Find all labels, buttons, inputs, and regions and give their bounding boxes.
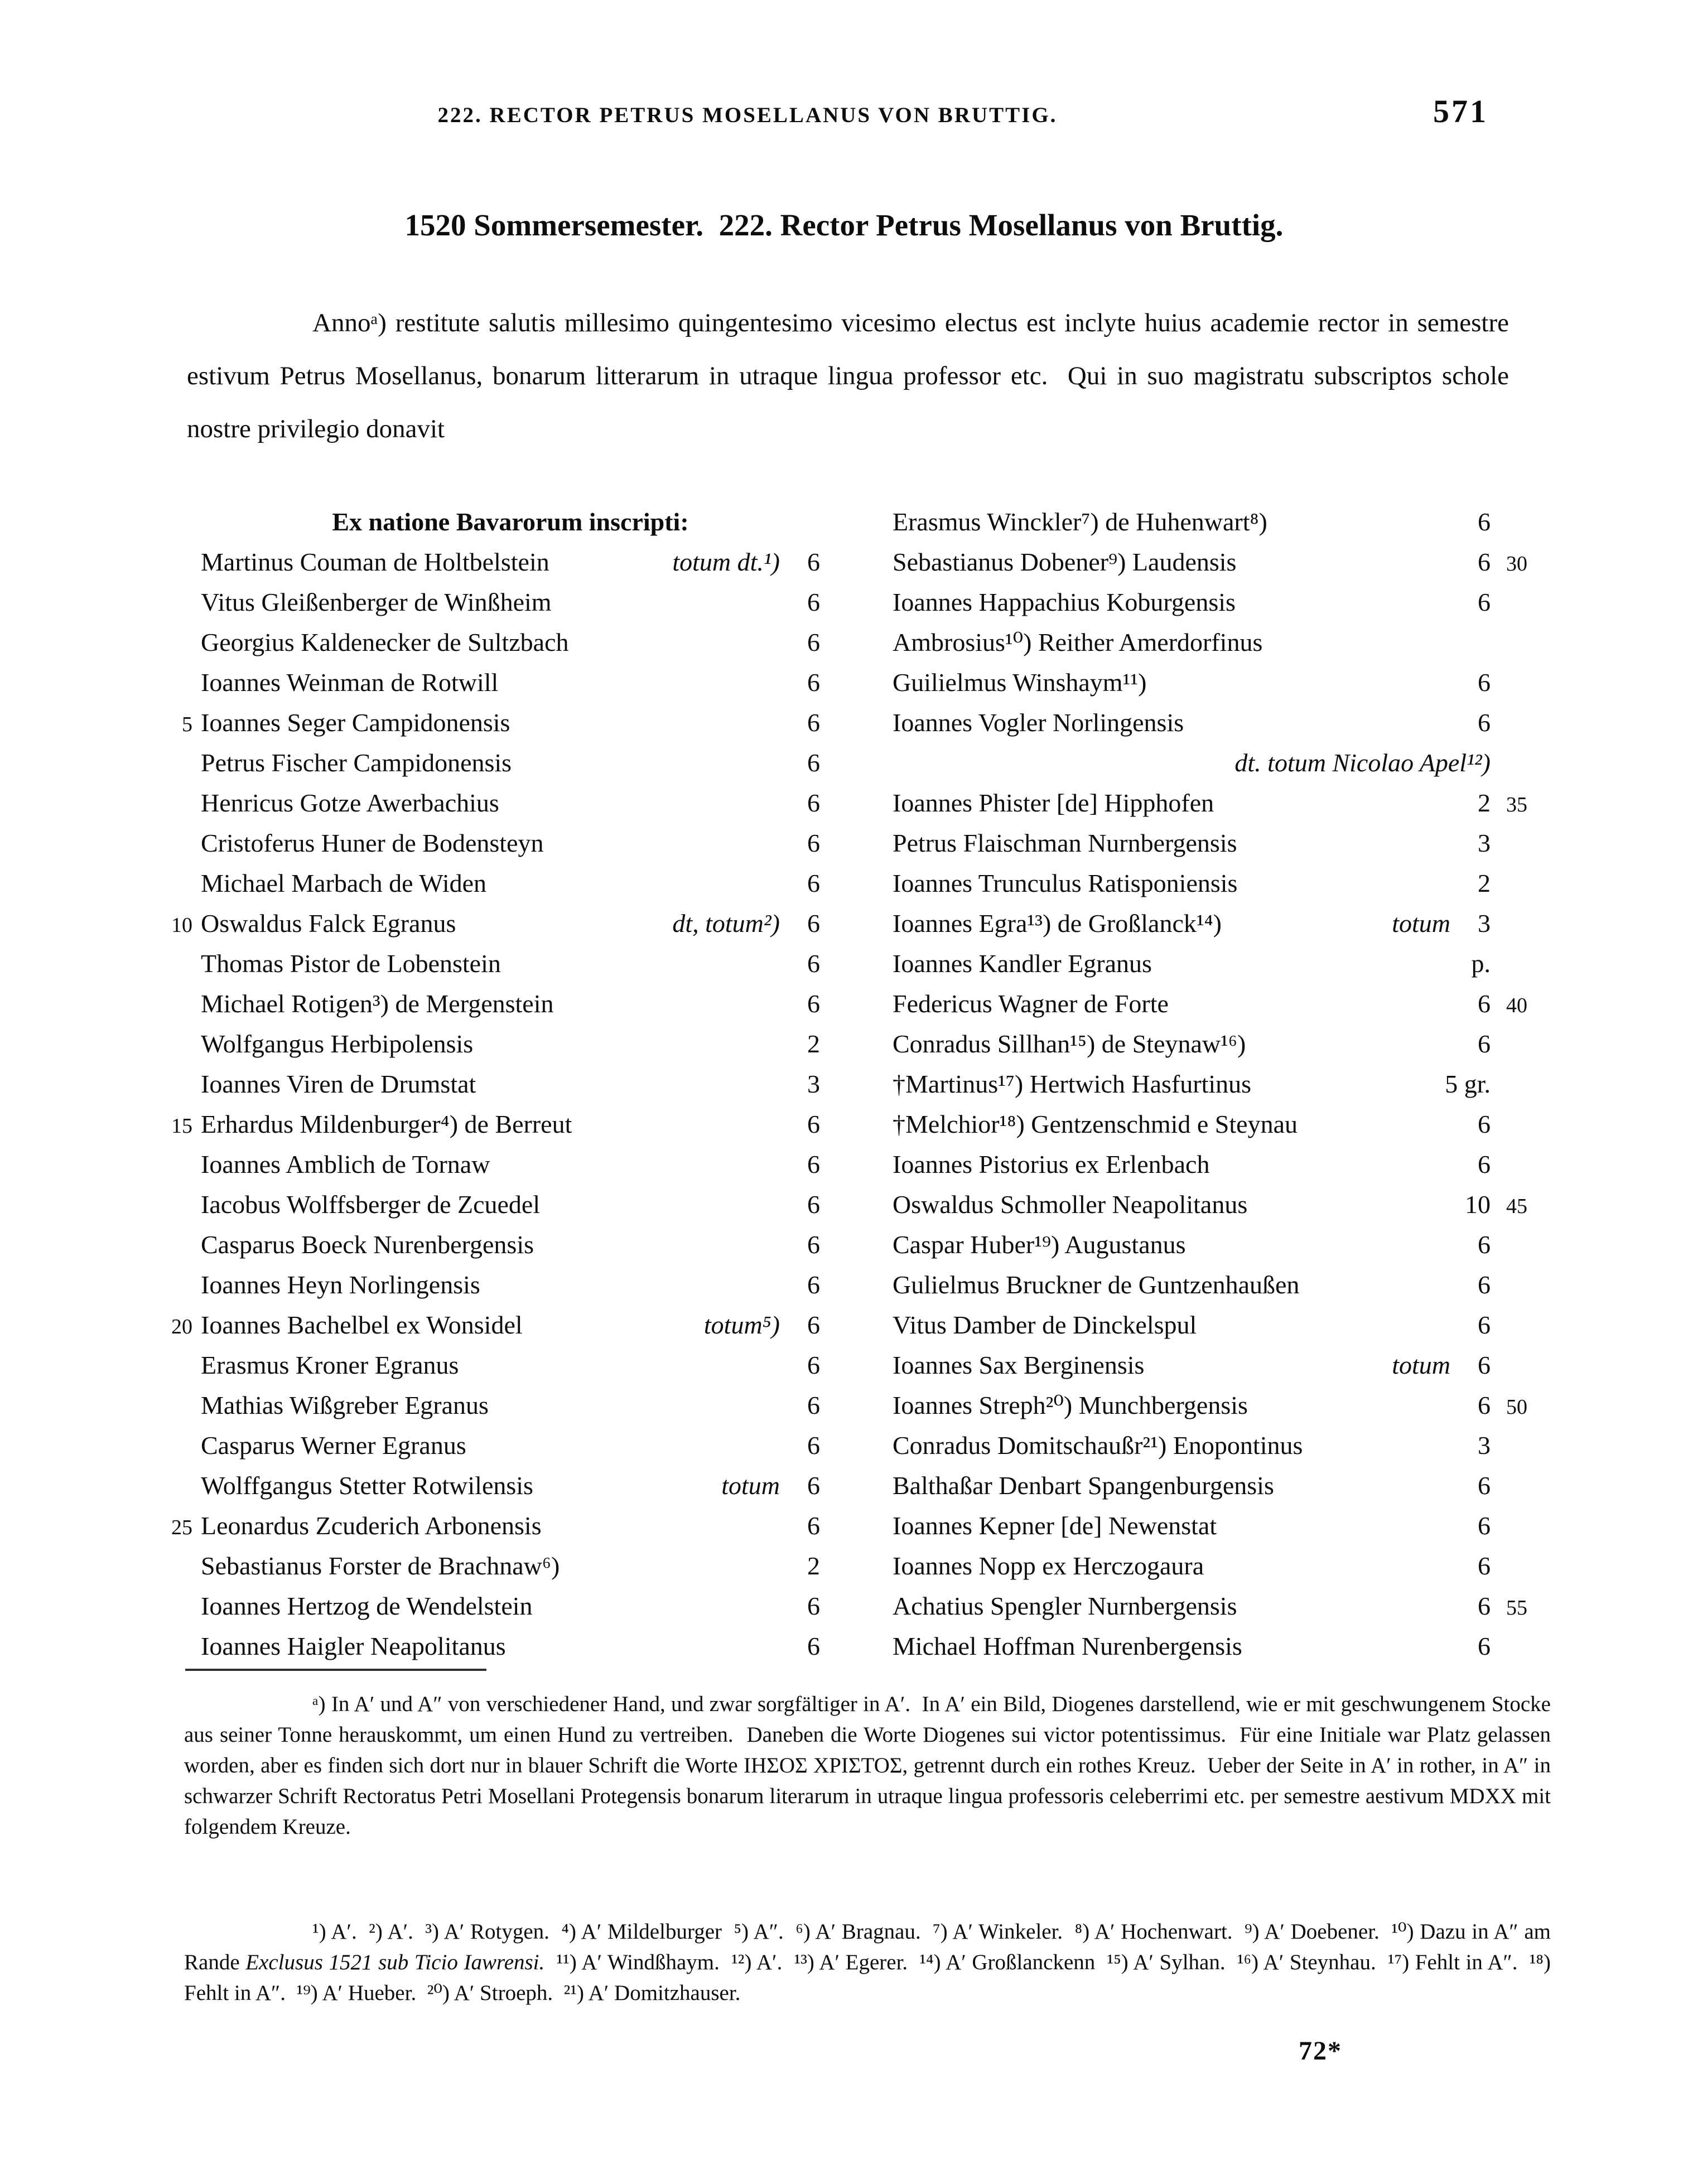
entry-name: Erhardus Mildenburger⁴) de Berreut	[201, 1110, 572, 1138]
entry-amount: 6	[807, 1391, 820, 1419]
entry-name: Henricus Gotze Awerbachius	[201, 789, 499, 817]
entry-name: Sebastianus Forster de Brachnaw⁶)	[201, 1552, 560, 1580]
list-entry-left	[159, 863, 820, 903]
list-entry-right	[893, 823, 1562, 863]
list-row	[0, 863, 1688, 903]
list-row	[0, 1546, 1688, 1586]
list-row	[0, 1104, 1688, 1144]
margin-line-number: 55	[1506, 1596, 1527, 1620]
intro-paragraph: Annoᵃ) restitute salutis millesimo quingentesimo vicesimo electus est inclyte huius academie rector in semestre estivum Petrus Mosellanus, bonarum litterarum in utraque lingua professor etc. Qui in suo magistratu subscriptos schole nostre privilegio donavit	[187, 308, 1516, 443]
list-entry-left	[159, 542, 820, 582]
entry-amount: 6	[1478, 1150, 1491, 1178]
entry-name: Leonardus Zcuderich Arbonensis	[201, 1511, 542, 1540]
list-entry-right	[893, 1345, 1562, 1385]
list-entry-right	[893, 1305, 1562, 1345]
entry-name: Ioannes Egra¹³) de Großlanck¹⁴)	[893, 909, 1222, 938]
list-row	[0, 1466, 1688, 1506]
entry-name: Balthaßar Denbart Spangenburgensis	[893, 1471, 1274, 1500]
entry-name: Erasmus Kroner Egranus	[201, 1351, 459, 1379]
entry-amount: 6	[807, 909, 820, 938]
list-entry-right	[893, 783, 1562, 823]
list-entry-right	[893, 984, 1562, 1024]
entry-name: Ioannes Hertzog de Wendelstein	[201, 1592, 533, 1620]
entry-name: Wolffgangus Stetter Rotwilensis	[201, 1471, 533, 1500]
entry-line-number: 10	[171, 914, 192, 937]
entry-amount: 6	[807, 588, 820, 616]
entry-line-number: 15	[171, 1114, 192, 1138]
list-entry-left	[159, 1426, 820, 1466]
entry-amount: p.	[1471, 949, 1491, 978]
list-entry-left	[159, 582, 820, 622]
list-entry-right	[893, 1064, 1562, 1104]
list-entry-right	[893, 1426, 1562, 1466]
list-entry-left	[159, 1385, 820, 1426]
list-entry-right	[893, 1024, 1562, 1064]
list-row	[0, 542, 1688, 582]
entry-amount: 6	[1478, 1351, 1491, 1379]
entry-amount: 6	[807, 1351, 820, 1379]
list-entry-right	[893, 1506, 1562, 1546]
list-entry-right	[893, 1265, 1562, 1305]
entry-amount: 6	[807, 1311, 820, 1339]
entry-amount: 3	[1478, 829, 1491, 857]
entry-amount: 3	[1478, 909, 1491, 938]
entry-payment-note: dt, totum²)	[672, 909, 780, 938]
list-row	[0, 1024, 1688, 1064]
list-entry-left	[159, 823, 820, 863]
bavarian-nation-heading: Ex natione Bavarorum inscripti:	[332, 508, 689, 536]
list-entry-left	[159, 944, 820, 984]
footnote-separator	[185, 1669, 486, 1671]
entry-name: Erasmus Winckler⁷) de Huhenwart⁸)	[893, 508, 1267, 536]
entry-name: Conradus Domitschaußr²¹) Enopontinus	[893, 1431, 1303, 1460]
entry-payment-note: totum	[1392, 909, 1450, 938]
entry-name: Thomas Pistor de Lobenstein	[201, 949, 501, 978]
entry-name: Ioannes Vogler Norlingensis	[893, 708, 1184, 737]
list-entry-left	[159, 903, 820, 944]
entry-amount: 6	[807, 989, 820, 1018]
entry-name: Achatius Spengler Nurnbergensis	[893, 1592, 1237, 1620]
entry-payment-note: totum	[721, 1471, 780, 1500]
entry-amount: 3	[1478, 1431, 1491, 1460]
entry-name: Ioannes Happachius Koburgensis	[893, 588, 1236, 616]
list-row	[0, 1144, 1688, 1185]
list-entry-left	[159, 984, 820, 1024]
entry-amount: 6	[807, 1632, 820, 1660]
entry-amount: 3	[807, 1070, 820, 1098]
entry-name: Ioannes Kepner [de] Newenstat	[893, 1511, 1217, 1540]
margin-line-number: 45	[1506, 1195, 1527, 1218]
entry-name: Federicus Wagner de Forte	[893, 989, 1169, 1018]
entry-name: Petrus Flaischman Nurnbergensis	[893, 829, 1237, 857]
entry-name: Georgius Kaldenecker de Sultzbach	[201, 628, 569, 656]
entry-amount: 6	[807, 1431, 820, 1460]
entry-amount: 6	[1478, 548, 1491, 576]
list-entry-left	[159, 1104, 820, 1144]
entry-amount: 6	[1478, 1632, 1491, 1660]
entry-name: †Martinus¹⁷) Hertwich Hasfurtinus	[893, 1070, 1252, 1098]
entry-name: Conradus Sillhan¹⁵) de Steynaw¹⁶)	[893, 1030, 1246, 1058]
entry-name: Ioannes Trunculus Ratisponiensis	[893, 869, 1238, 897]
list-entry-left	[159, 1345, 820, 1385]
list-entry-right	[893, 1546, 1562, 1586]
entry-payment-note: totum	[1392, 1351, 1450, 1379]
entry-name: Petrus Fischer Campidonensis	[201, 748, 512, 777]
page-number: 571	[1433, 93, 1488, 129]
list-row	[0, 1385, 1688, 1426]
entry-name: Gulielmus Bruckner de Guntzenhaußen	[893, 1270, 1300, 1299]
list-row	[0, 1426, 1688, 1466]
entry-line-number: 5	[182, 713, 192, 736]
entry-line-number: 20	[171, 1315, 192, 1339]
list-entry-right	[893, 944, 1562, 984]
name-list	[0, 502, 1688, 1666]
running-head: 222. RECTOR PETRUS MOSELLANUS VON BRUTTIG.	[437, 103, 1058, 127]
entry-amount: 6	[807, 949, 820, 978]
list-entry-left	[159, 783, 820, 823]
signature-mark: 72*	[1299, 2036, 1342, 2066]
entry-name: Cristoferus Huner de Bodensteyn	[201, 829, 544, 857]
section-title: 1520 Sommersemester. 222. Rector Petrus Mosellanus von Bruttig.	[404, 208, 1284, 242]
list-entry-right	[893, 903, 1562, 944]
entry-name: Ambrosius¹⁰) Reither Amerdorfinus	[893, 628, 1263, 656]
entry-name: Oswaldus Schmoller Neapolitanus	[893, 1190, 1248, 1219]
entry-amount: 2	[807, 1552, 820, 1580]
margin-line-number: 50	[1506, 1395, 1527, 1419]
list-entry-left	[159, 1305, 820, 1345]
list-entry-right	[893, 582, 1562, 622]
entry-amount: 6	[1478, 508, 1491, 536]
entry-amount: 2	[1478, 789, 1491, 817]
list-row	[0, 622, 1688, 663]
margin-line-number: 30	[1506, 552, 1527, 576]
entry-amount: 6	[1478, 1030, 1491, 1058]
entry-amount: 6	[807, 1511, 820, 1540]
footnote-italic-segment: Exclusus 1521 sub Ticio Iawrensi.	[245, 1950, 545, 1974]
list-entry-right	[893, 1104, 1562, 1144]
entry-name: Iacobus Wolffsberger de Zcuedel	[201, 1190, 541, 1219]
list-row	[0, 1225, 1688, 1265]
entry-line-number: 25	[171, 1516, 192, 1539]
entry-amount: 6	[807, 1190, 820, 1219]
list-entry-left	[159, 622, 820, 663]
entry-amount: 6	[1478, 1471, 1491, 1500]
entry-name: Martinus Couman de Holtbelstein	[201, 548, 549, 576]
entry-name: Michael Marbach de Widen	[201, 869, 487, 897]
list-entry-right	[893, 1466, 1562, 1506]
entry-amount: 6	[807, 628, 820, 656]
entry-name: †Melchior¹⁸) Gentzenschmid e Steynau	[893, 1110, 1298, 1138]
entry-amount: 6	[807, 748, 820, 777]
list-row	[0, 1586, 1688, 1626]
entry-name: Ioannes Heyn Norlingensis	[201, 1270, 480, 1299]
list-row	[0, 743, 1688, 783]
list-entry-right	[893, 622, 1562, 663]
entry-amount: 6	[1478, 1230, 1491, 1259]
list-entry-right	[893, 703, 1562, 743]
list-entry-right	[893, 743, 1562, 783]
entry-name: Michael Hoffman Nurenbergensis	[893, 1632, 1242, 1660]
entry-amount: 6	[807, 869, 820, 897]
list-row	[0, 502, 1688, 542]
footnote-segment: ¹) A′. ²) A′. ³) A′ Rotygen. ⁴) A′ Mildelburger ⁵) A″. ⁶) A′ Bragnau. ⁷) A′ Winkeler. ⁸) A′ Hochenwart. ⁹) A′ Doebener. ¹⁰) Dazu in A″ am Rande	[184, 1920, 1556, 1974]
entry-amount: 6	[807, 789, 820, 817]
entry-amount: 6	[1478, 1270, 1491, 1299]
entry-name: Vitus Gleißenberger de Winßheim	[201, 588, 552, 616]
list-entry-left	[159, 743, 820, 783]
list-entry-right	[893, 1144, 1562, 1185]
entry-name: Ioannes Phister [de] Hipphofen	[893, 789, 1214, 817]
list-entry-right	[893, 1225, 1562, 1265]
entry-name: Michael Rotigen³) de Mergenstein	[201, 989, 554, 1018]
list-entry-right	[893, 1385, 1562, 1426]
list-entry-right	[893, 863, 1562, 903]
entry-amount: 6	[807, 1110, 820, 1138]
entry-amount: 6	[1478, 1311, 1491, 1339]
list-entry-left	[159, 1225, 820, 1265]
entry-amount: 6	[1478, 1110, 1491, 1138]
entry-name: Casparus Boeck Nurenbergensis	[201, 1230, 534, 1259]
entry-amount: 6	[1478, 989, 1491, 1018]
entry-amount: 6	[807, 548, 820, 576]
entry-amount: 6	[1478, 1592, 1491, 1620]
entry-name: Ioannes Amblich de Tornaw	[201, 1150, 490, 1178]
list-entry-right	[893, 1586, 1562, 1626]
list-entry-left	[159, 1064, 820, 1104]
entry-name: Ioannes Bachelbel ex Wonsidel	[201, 1311, 523, 1339]
entry-name: Ioannes Nopp ex Herczogaura	[893, 1552, 1204, 1580]
list-row	[0, 903, 1688, 944]
numbered-footnotes	[184, 1916, 1556, 2008]
entry-name: Ioannes Sax Berginensis	[893, 1351, 1145, 1379]
margin-line-number: 40	[1506, 994, 1527, 1017]
entry-name: Guilielmus Winshaym¹¹)	[893, 668, 1147, 697]
list-row	[0, 783, 1688, 823]
list-entry-right	[893, 1626, 1562, 1666]
entry-amount: 6	[807, 708, 820, 737]
list-row	[0, 582, 1688, 622]
list-row	[0, 1265, 1688, 1305]
entry-amount: 2	[1478, 869, 1491, 897]
list-row	[0, 944, 1688, 984]
list-row	[0, 1064, 1688, 1104]
entry-name: Ioannes Seger Campidonensis	[201, 708, 510, 737]
entry-amount: 6	[807, 668, 820, 697]
entry-name: Wolfgangus Herbipolensis	[201, 1030, 474, 1058]
list-entry-left	[159, 1546, 820, 1586]
list-row	[0, 1185, 1688, 1225]
list-entry-right	[893, 1185, 1562, 1225]
list-entry-left	[159, 1586, 820, 1626]
list-row	[0, 703, 1688, 743]
entry-name: Ioannes Viren de Drumstat	[201, 1070, 476, 1098]
entry-amount: 6	[1478, 708, 1491, 737]
list-entry-right	[893, 502, 1562, 542]
entry-amount: 6	[807, 1592, 820, 1620]
entry-payment-note: dt. totum Nicolao Apel¹²)	[1234, 748, 1491, 777]
entry-name: Ioannes Pistorius ex Erlenbach	[893, 1150, 1210, 1178]
list-entry-right	[893, 542, 1562, 582]
footnote-segment: ¹¹) A′ Windßhaym. ¹²) A′. ¹³) A′ Egerer. ¹⁴) A′ Großlanckenn ¹⁵) A′ Sylhan. ¹⁶) A′ Steynhau. ¹⁷) Fehlt in A″. ¹⁸) Fehlt in A″. ¹⁹) A′ Hueber. ²⁰) A′ Stroeph. ²¹) A′ Domitzhauser.	[184, 1950, 1556, 2005]
entry-amount: 6	[1478, 1391, 1491, 1419]
footnote-a: ᵃ) In A′ und A″ von verschiedener Hand, und zwar sorgfältiger in A′. In A′ ein Bild, Diogenes darstellend, wie er mit geschwungenem Stocke aus seiner Tonne herauskommt, um einen Hund zu vertreiben. Daneben die Worte Diogenes sui victor potentissimus. Für eine Initiale war Platz gelassen worden, aber es finden sich dort nur in blauer Schrift die Worte ΙΗΣΟΣ ΧΡΙΣΤΟΣ, getrennt durch ein rothes Kreuz. Ueber der Seite in A′ in rother, in A″ in schwarzer Schrift Rectoratus Petri Mosellani Protegensis bonarum literarum in utraque lingua professoris celeberrimi etc. per semestre aestivum MDXX mit folgendem Kreuze.	[184, 1692, 1556, 1839]
entry-amount: 10	[1465, 1190, 1491, 1219]
entry-amount: 5 gr.	[1445, 1070, 1491, 1098]
entry-amount: 6	[807, 1150, 820, 1178]
entry-payment-note: totum dt.¹)	[672, 548, 780, 576]
list-entry-left	[159, 1185, 820, 1225]
entry-name: Mathias Wißgreber Egranus	[201, 1391, 489, 1419]
list-row	[0, 663, 1688, 703]
list-row	[0, 1305, 1688, 1345]
list-row	[0, 1626, 1688, 1666]
entry-amount: 6	[1478, 1511, 1491, 1540]
list-row	[0, 984, 1688, 1024]
entry-amount: 2	[807, 1030, 820, 1058]
list-row	[0, 1506, 1688, 1546]
entry-name: Ioannes Weinman de Rotwill	[201, 668, 499, 697]
entry-amount: 6	[807, 829, 820, 857]
entry-amount: 6	[807, 1270, 820, 1299]
entry-name: Oswaldus Falck Egranus	[201, 909, 456, 938]
list-entry-left	[159, 1466, 820, 1506]
list-entry-left	[159, 1626, 820, 1666]
entry-name: Sebastianus Dobener⁹) Laudensis	[893, 548, 1237, 576]
list-entry-left	[159, 703, 820, 743]
entry-amount: 6	[807, 1230, 820, 1259]
entry-name: Vitus Damber de Dinckelspul	[893, 1311, 1197, 1339]
list-row	[0, 823, 1688, 863]
entry-payment-note: totum⁵)	[703, 1311, 780, 1339]
list-entry-left	[159, 1265, 820, 1305]
entry-amount: 6	[1478, 588, 1491, 616]
list-entry-left	[159, 1144, 820, 1185]
entry-name: Ioannes Kandler Egranus	[893, 949, 1152, 978]
entry-name: Ioannes Haigler Neapolitanus	[201, 1632, 506, 1660]
entry-name: Casparus Werner Egranus	[201, 1431, 466, 1460]
list-entry-left	[159, 1506, 820, 1546]
entry-amount: 6	[1478, 1552, 1491, 1580]
margin-line-number: 35	[1506, 793, 1527, 816]
list-entry-right	[893, 663, 1562, 703]
list-entry-left	[159, 663, 820, 703]
entry-name: Ioannes Streph²⁰) Munchbergensis	[893, 1391, 1248, 1419]
entry-amount: 6	[807, 1471, 820, 1500]
entry-amount: 6	[1478, 668, 1491, 697]
list-row	[0, 1345, 1688, 1385]
list-entry-left	[159, 1024, 820, 1064]
entry-name: Caspar Huber¹⁹) Augustanus	[893, 1230, 1186, 1259]
